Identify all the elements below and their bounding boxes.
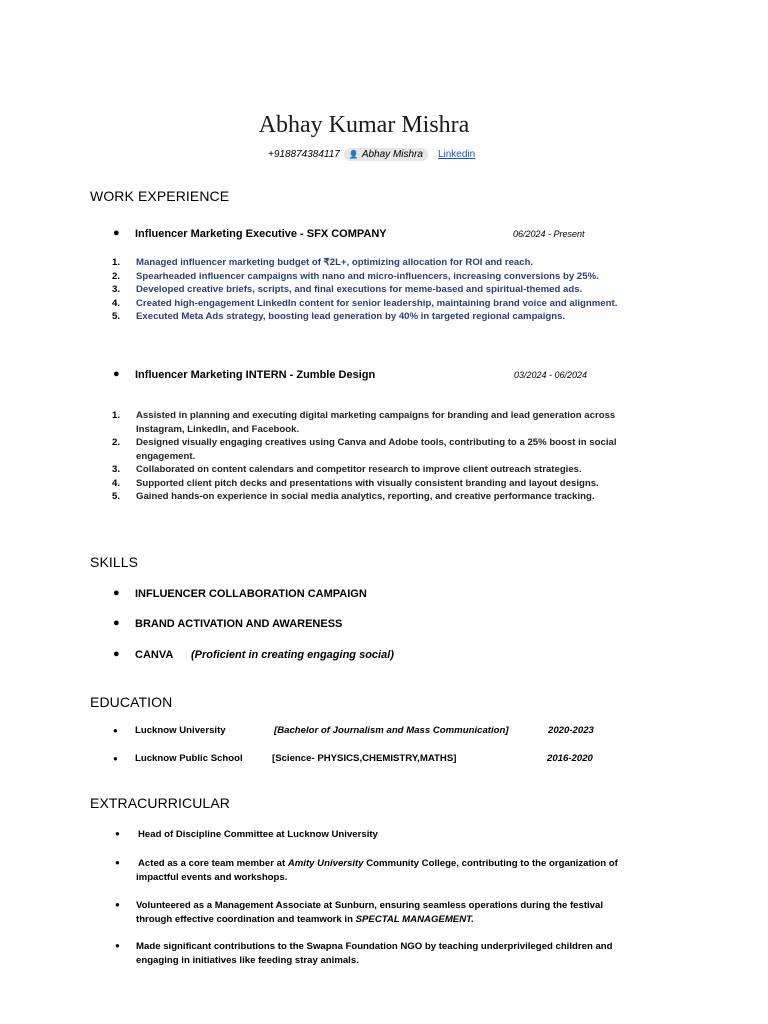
extracurricular-item: Head of Discipline Committee at Lucknow University [138, 829, 378, 840]
resume-name: Abhay Kumar Mishra [258, 112, 470, 138]
bullet-icon: ● [115, 829, 120, 838]
bullet-icon: ● [113, 648, 120, 660]
extracurricular-item: Acted as a core team member at Amity University Community College, contributing to the organization of impactful events and workshops. [136, 858, 618, 883]
education-school: Lucknow University [135, 725, 226, 736]
bullet-icon: ● [113, 754, 118, 763]
profile-chip[interactable] [344, 148, 428, 161]
skill-item: BRAND ACTIVATION AND AWARENESS [135, 618, 343, 630]
list-item: 1. Managed influencer marketing budget of ₹2L+, optimizing allocation for ROI and reach. [112, 257, 534, 268]
bullet-icon: ● [113, 227, 120, 239]
list-item: 5. Gained hands-on experience in social media analytics, reporting, and creative performance tracking. [112, 491, 595, 502]
skill-item: CANVA [135, 649, 174, 661]
job-achievements [112, 409, 652, 504]
section-title-skills: SKILLS [90, 554, 139, 570]
contact-line [268, 148, 475, 161]
section-title-education: EDUCATION [90, 694, 173, 710]
extracurricular-item: Volunteered as a Management Associate at Sunburn, ensuring seamless operations during the festival through effective coordination and teamwork in SPECTAL MANAGEMENT. [136, 900, 604, 925]
bullet-icon: ● [113, 617, 120, 629]
list-item: 2. Designed visually engaging creatives using Canva and Adobe tools, contributing to a 25% boost in social engagement. [112, 437, 617, 462]
education-degree: [Bachelor of Journalism and Mass Communication] [274, 725, 509, 736]
job-dates: 03/2024 - 06/2024 [514, 370, 588, 380]
list-item: 3. Collaborated on content calendars and competitor research to improve client outreach strategies. [112, 464, 582, 475]
list-item: 4. Created high-engagement LinkedIn content for senior leadership, maintaining brand voice and alignment. [112, 297, 618, 309]
bullet-icon: ● [115, 941, 120, 950]
skill-item: INFLUENCER COLLABORATION CAMPAIGN [135, 588, 367, 600]
job-dates: 06/2024 - Present [513, 229, 585, 239]
education-years: 2016-2020 [547, 753, 593, 764]
user-icon: 👤 [348, 150, 359, 159]
list-item: 2. Spearheaded influencer campaigns with nano and micro-influencers, increasing conversions by 25%. [112, 270, 599, 282]
job-title: Influencer Marketing INTERN - Zumble Design [135, 369, 376, 381]
education-school: Lucknow Public School [135, 753, 243, 764]
education-years: 2020-2023 [548, 725, 594, 736]
bullet-icon: ● [113, 368, 120, 380]
bullet-icon: ● [113, 726, 118, 735]
bullet-icon: ● [113, 587, 120, 599]
list-item: 1. Assisted in planning and executing digital marketing campaigns for branding and lead generation across Instagram, LinkedIn, and Facebook. [112, 410, 616, 435]
phone-number: +918874384117 [268, 149, 340, 160]
section-title-extracurricular: EXTRACURRICULAR [90, 795, 230, 811]
linkedin-link[interactable]: Linkedin [437, 149, 476, 160]
extracurricular-item: Made significant contributions to the Swapna Foundation NGO by teaching underprivileged children and engaging in initiatives like feeding stray animals. [136, 941, 613, 966]
bullet-icon: ● [115, 900, 120, 909]
list-item: 3. Developed creative briefs, scripts, and final executions for meme-based and spiritual-themed ads. [112, 284, 583, 295]
list-item: 4. Supported client pitch decks and presentations with visually consistent branding and layout designs. [112, 477, 599, 489]
bullet-icon: ● [115, 858, 120, 867]
list-item: 5. Executed Meta Ads strategy, boosting lead generation by 40% in targeted regional campaigns. [112, 311, 566, 322]
profile-chip-label: Abhay Mishra [361, 149, 423, 160]
section-title-work: WORK EXPERIENCE [90, 188, 230, 204]
education-degree: [Science- PHYSICS,CHEMISTRY,MATHS] [272, 753, 457, 764]
job-title: Influencer Marketing Executive - SFX COMPANY [135, 228, 387, 240]
skill-note: (Proficient in creating engaging social) [191, 649, 394, 661]
job-achievements [112, 256, 672, 324]
